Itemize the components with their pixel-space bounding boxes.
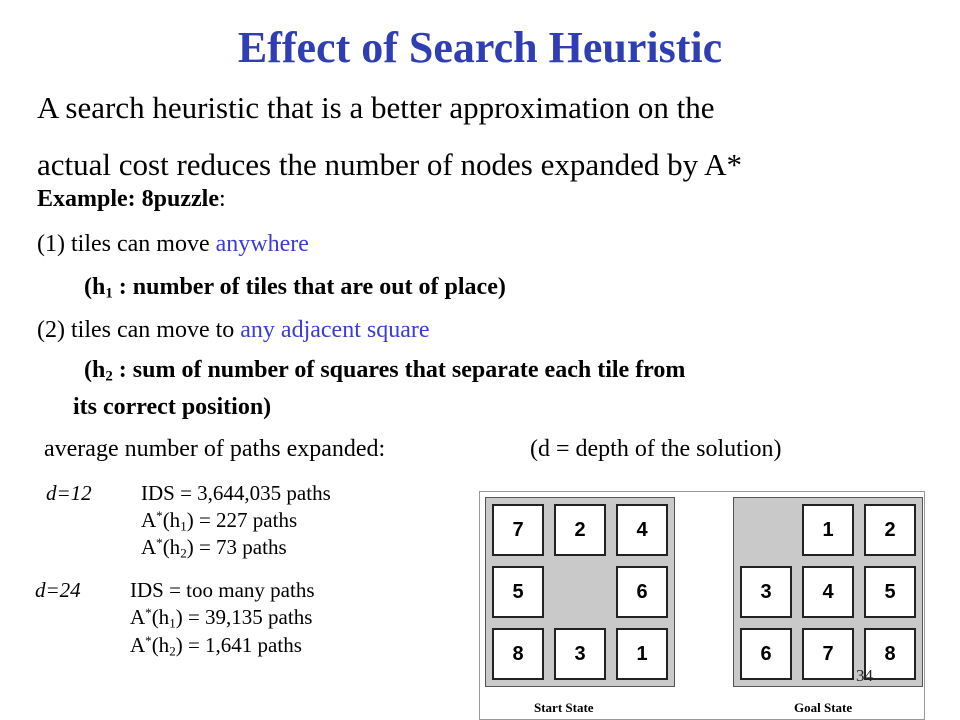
start-state-tile: 5 <box>492 566 544 618</box>
item-1-prefix: (1) tiles can move <box>37 231 216 257</box>
d12-label: d=12 <box>46 481 92 505</box>
page-number: 34 <box>856 666 873 685</box>
start-state-board <box>485 497 675 687</box>
heuristic-h1 <box>84 274 506 301</box>
goal-state-tile: 8 <box>864 628 916 680</box>
item-1-highlight: anywhere <box>215 231 309 257</box>
start-state-tile: 4 <box>616 504 668 556</box>
d24-a1-sub: 1 <box>169 615 176 631</box>
d24-astar-h2 <box>130 633 302 657</box>
d12-a2-star: * <box>156 534 163 550</box>
d12-astar-h1 <box>141 508 297 532</box>
d24-a1-letter: A <box>130 605 146 629</box>
d24-a2-letter: A <box>130 633 146 657</box>
goal-state-caption: Goal State <box>794 700 853 715</box>
d24-a1-star: * <box>145 604 152 620</box>
start-state-tile: 6 <box>616 566 668 618</box>
h1-text: : number of tiles that are out of place) <box>112 274 506 300</box>
d12-a2-h: (h <box>162 535 181 559</box>
h1-subscript: 1 <box>105 285 113 302</box>
example-label: Example: 8puzzle <box>37 186 219 212</box>
h2-open: (h <box>84 357 106 383</box>
intro-line-1: A search heuristic that is a better approximation on the <box>37 90 715 125</box>
h2-text: : sum of number of squares that separate each tile from <box>112 357 686 383</box>
d12-a1-letter: A <box>141 508 157 532</box>
example-heading <box>37 186 226 213</box>
goal-state-tile: 7 <box>802 628 854 680</box>
d24-ids: IDS = too many paths <box>130 578 315 602</box>
d12-a1-star: * <box>156 507 163 523</box>
goal-state-tile: 4 <box>802 566 854 618</box>
d12-ids: IDS = 3,644,035 paths <box>141 481 331 505</box>
heuristic-h2 <box>84 357 685 384</box>
d24-label: d=24 <box>35 578 81 602</box>
goal-state-tile: 2 <box>864 504 916 556</box>
start-state-tile: 8 <box>492 628 544 680</box>
h2-subscript: 2 <box>105 368 113 385</box>
d12-astar-h2 <box>141 535 287 559</box>
d12-a2-value: ) = 73 paths <box>186 535 287 559</box>
d12-a2-sub: 2 <box>180 545 187 561</box>
d24-a2-sub: 2 <box>169 643 176 659</box>
d24-a1-value: ) = 39,135 paths <box>175 605 313 629</box>
start-state-caption: Start State <box>534 700 594 715</box>
d24-a2-h: (h <box>151 633 170 657</box>
depth-note: (d = depth of the solution) <box>530 436 782 462</box>
item-2 <box>37 317 430 344</box>
item-1 <box>37 231 309 258</box>
slide-title: Effect of Search Heuristic <box>237 23 723 72</box>
item-2-highlight: any adjacent square <box>240 317 430 343</box>
d24-a1-h: (h <box>151 605 170 629</box>
intro-line-2: actual cost reduces the number of nodes expanded by A* <box>37 147 743 182</box>
d12-a1-sub: 1 <box>180 518 187 534</box>
start-state-tile: 3 <box>554 628 606 680</box>
d12-a2-letter: A <box>141 535 157 559</box>
goal-state-tile: 5 <box>864 566 916 618</box>
d24-a2-star: * <box>145 632 152 648</box>
example-colon: : <box>218 186 226 212</box>
start-state-tile: 7 <box>492 504 544 556</box>
goal-state-tile: 1 <box>802 504 854 556</box>
d24-astar-h1 <box>130 605 312 629</box>
d12-a1-h: (h <box>162 508 181 532</box>
goal-state-board <box>733 497 923 687</box>
average-label: average number of paths expanded: <box>44 436 386 462</box>
item-2-prefix: (2) tiles can move to <box>37 317 241 343</box>
goal-state-tile: 3 <box>740 566 792 618</box>
goal-state-tile: 6 <box>740 628 792 680</box>
d12-a1-value: ) = 227 paths <box>186 508 298 532</box>
start-state-tile: 2 <box>554 504 606 556</box>
heuristic-h2-cont: its correct position) <box>73 394 272 420</box>
d24-a2-value: ) = 1,641 paths <box>175 633 302 657</box>
h1-open: (h <box>84 274 106 300</box>
start-state-tile: 1 <box>616 628 668 680</box>
